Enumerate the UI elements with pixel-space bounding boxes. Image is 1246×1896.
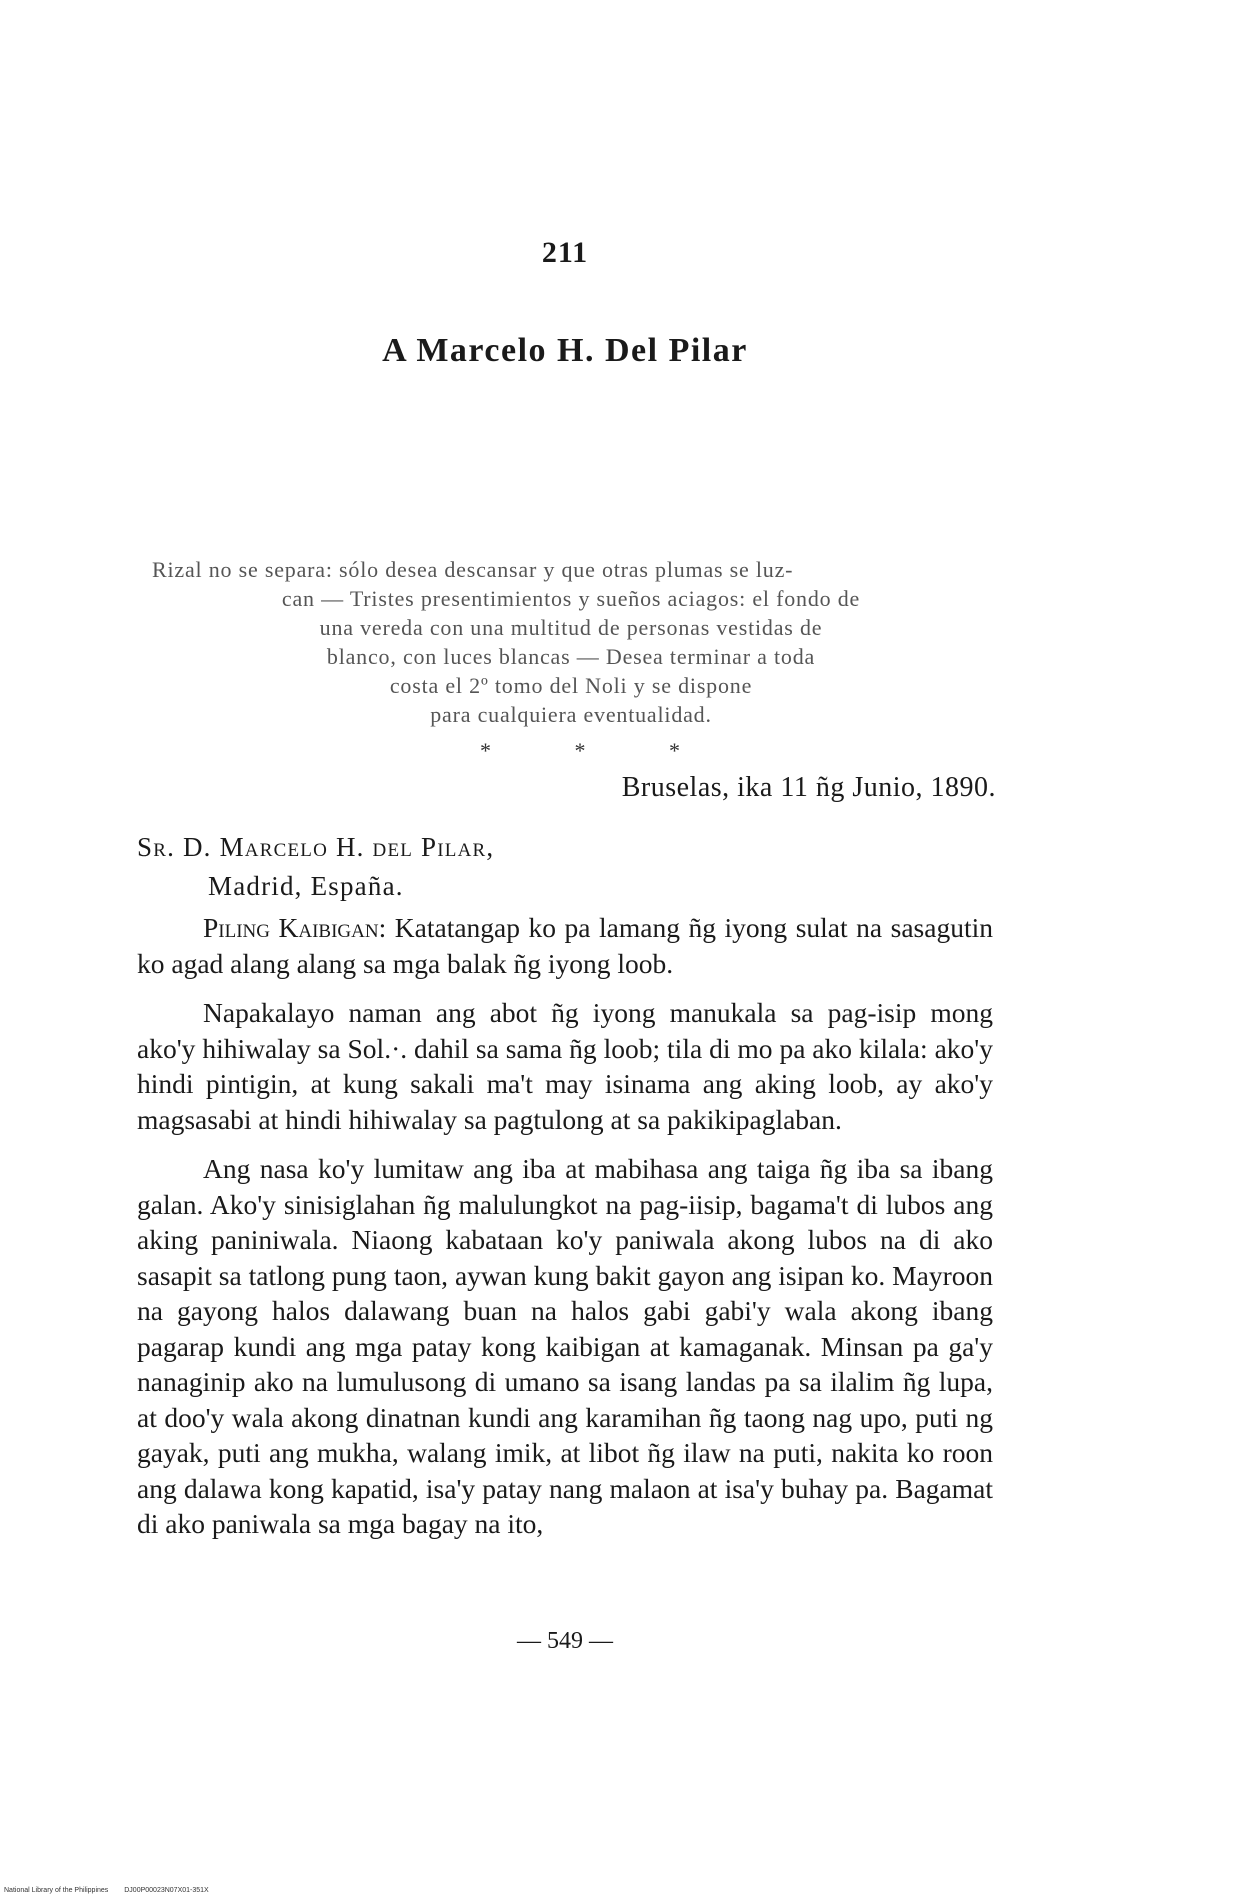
- summary-line: Rizal no se separa: sólo desea descansar y que otras plumas se luz-: [152, 557, 794, 582]
- letter-title: A Marcelo H. Del Pilar: [382, 332, 748, 369]
- recipient-address: [137, 828, 494, 906]
- section-separator: [480, 738, 680, 764]
- separator-star: *: [669, 738, 680, 763]
- scan-footer: [4, 1887, 209, 1894]
- body-paragraph: [137, 910, 993, 981]
- summary-line: can — Tristes presentimientos y sueños aciagos: el fondo de: [281, 586, 861, 611]
- paragraph-text: Katatangap ko pa lamang ñg iyong sulat na sasagutin ko agad alang alang sa mga balak ñg iyong loob.: [137, 912, 993, 979]
- summary-line: blanco, con luces blancas — Desea terminar a toda: [326, 644, 816, 669]
- separator-star: *: [480, 738, 491, 763]
- letter-number: 211: [541, 236, 589, 269]
- footer-id: DJ00P00023N07X01-351X: [124, 1887, 209, 1894]
- salutation: Piling Kaibigan:: [203, 912, 387, 943]
- footer-library: National Library of the Philippines: [4, 1887, 109, 1894]
- summary-line: para cualquiera eventualidad.: [430, 702, 712, 727]
- recipient-name: Sr. D. Marcelo H. del Pilar,: [137, 832, 495, 862]
- page-number: — 549 —: [517, 1628, 613, 1654]
- separator-star: *: [574, 738, 586, 763]
- summary-line: una vereda con una multitud de personas vestidas de: [319, 615, 823, 640]
- body-paragraph: Napakalayo naman ang abot ñg iyong manukala sa pag-isip mong ako'y hihiwalay sa Sol.·. dahil sa sama ñg loob; tila di mo pa ako kilala: ako'y hindi pintigin, at kung sakali ma't may isinama ang aking loob, ay ako'y magsasabi at hindi hihiwalay sa pagtulong at sa pakikipaglaban.: [137, 997, 993, 1135]
- letter-body: [137, 910, 993, 1556]
- recipient-location: Madrid, España.: [208, 871, 404, 901]
- dateline: Bruselas, ika 11 ñg Junio, 1890.: [621, 772, 996, 803]
- letter-summary: [150, 555, 992, 729]
- summary-line: costa el 2º tomo del Noli y se dispone: [389, 673, 753, 698]
- body-paragraph: Ang nasa ko'y lumitaw ang iba at mabihasa ang taiga ñg iba sa ibang galan. Ako'y sinisiglahan ñg malulungkot na pag-iisip, bagama't di lubos ang aking paniniwala. Niaong kabataan ko'y paniwala akong lubos na di ako sasapit sa tatlong pung taon, aywan kung bakit gayon ang isipan ko. Mayroon na gayong halos dalawang buan na halos gabi gabi'y wala akong ibang pagarap kundi ang mga patay kong kaibigan at kamaganak. Minsan pa ga'y nanaginip ako na lumulusong di umano sa isang landas pa sa ilalim ñg lupa, at doo'y wala akong dinatnan kundi ang karamihan ñg taong nag upo, puti ng gayak, puti ang mukha, walang imik, at libot ñg ilaw na puti, nakita ko roon ang dalawa kong kapatid, isa'y patay nang malaon at isa'y buhay pa. Bagamat di ako paniwala sa mga bagay na ito,: [137, 1153, 993, 1539]
